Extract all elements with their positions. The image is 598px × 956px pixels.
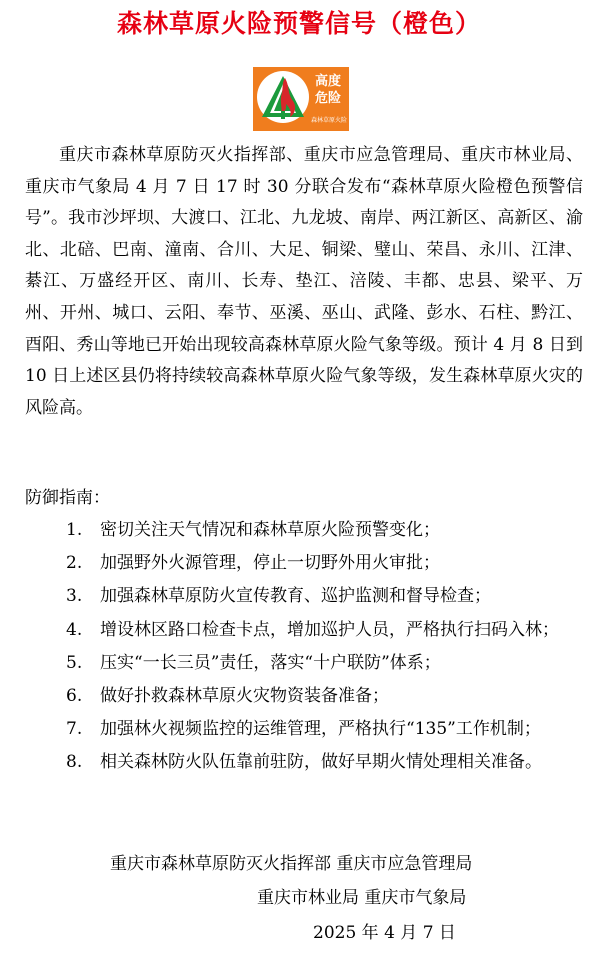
guide-item-number: 8. (66, 752, 83, 773)
guide-list (66, 515, 583, 781)
forest-fire-icon (257, 71, 309, 123)
guide-item (66, 515, 583, 547)
guide-item-number: 6. (66, 685, 83, 706)
warning-signal-badge (253, 67, 349, 131)
guide-item-text: 加强林火视频监控的运维管理，严格执行“135”工作机制； (100, 719, 541, 740)
guide-item-text: 压实“一长三员”责任，落实“十户联防”体系； (100, 652, 441, 673)
guide-item-number: 7. (66, 719, 83, 740)
danger-level-text: 高度危险 (314, 74, 341, 106)
guide-item-text: 增设林区路口检查卡点，增加巡护人员，严格执行扫码入林； (100, 619, 559, 640)
signature-date: 2025 年 4 月 7 日 (313, 923, 456, 943)
guide-item-number: 4. (66, 619, 83, 640)
badge-caption: 森林草原火险 (310, 117, 347, 124)
guide-item-number: 5. (66, 652, 83, 673)
guide-item-text: 加强野外火源管理，停止一切野外用火审批； (100, 553, 440, 574)
guide-item (66, 548, 583, 580)
guide-item (66, 747, 583, 779)
announcement-paragraph: 重庆市森林草原防灭火指挥部、重庆市应急管理局、重庆市林业局、重庆市气象局 4 月 7 日 17 时 30 分联合发布“森林草原火险橙色预警信号”。我市沙坪坝、大渡口、江北、九龙坡、南岸、两江新区、高新区、渝北、北碚、巴南、潼南、合川、大足、铜梁、璧山、荣昌、永川、江津、綦江、万盛经开区、南川、长寿、垫江、涪陵、丰都、忠县、梁平、万州、开州、城口、云阳、奉节、巫溪、巫山、武隆、彭水、石柱、黔江、酉阳、秀山等地已开始出现较高森林草原火险气象等级。预计 4 月 8 日到 10 日上述区县仍将持续较高森林草原火险气象等级，发生森林草原火灾的风险高。 (25, 145, 583, 418)
signature-line-1: 重庆市森林草原防灭火指挥部 重庆市应急管理局 (110, 854, 473, 874)
guide-item-text: 加强森林草原防火宣传教育、巡护监测和督导检查； (100, 586, 491, 607)
signature-line-2: 重庆市林业局 重庆市气象局 (257, 888, 467, 908)
guide-item-text: 密切关注天气情况和森林草原火险预警变化； (100, 520, 440, 540)
guide-item (66, 648, 583, 680)
guide-item (66, 581, 583, 613)
guide-item-number: 1. (66, 520, 83, 540)
guide-item-text: 做好扑救森林草原火灾物资装备准备； (100, 685, 389, 706)
page-title: 森林草原火险预警信号（橙色） (116, 9, 481, 38)
guide-item (66, 681, 583, 713)
guide-heading: 防御指南： (25, 488, 110, 508)
guide-item-text: 相关森林防火队伍靠前驻防，做好早期火情处理相关准备。 (100, 752, 542, 773)
guide-item-number: 2. (66, 553, 83, 574)
guide-item (66, 615, 583, 647)
guide-item (66, 714, 583, 746)
guide-item-number: 3. (66, 586, 83, 607)
